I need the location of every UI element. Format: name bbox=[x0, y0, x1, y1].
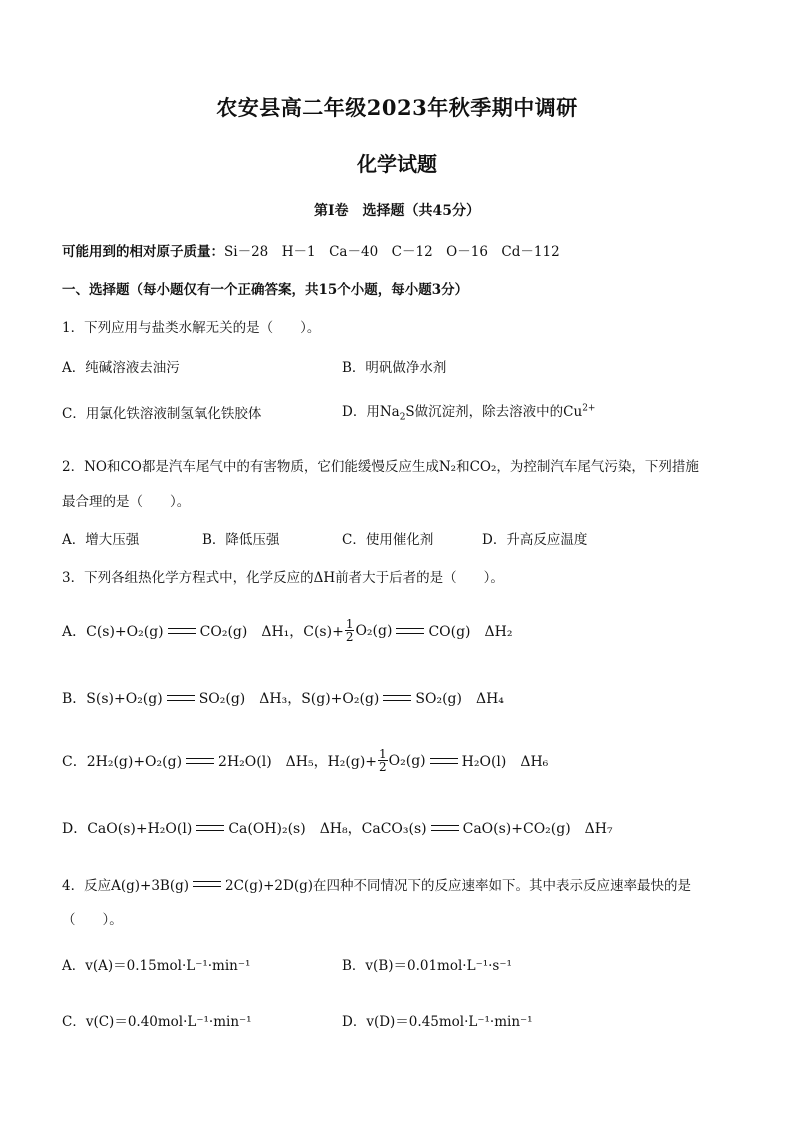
q2-option-d: D．升高反应温度 bbox=[482, 532, 588, 548]
q1-option-a: A．纯碱溶液去油污 bbox=[62, 360, 180, 376]
q1-d-sup: 2+ bbox=[582, 403, 596, 414]
equals-arrow bbox=[186, 758, 214, 764]
q4-stem-line2: （ ）。 bbox=[62, 912, 123, 928]
q1-d-sub: 2 bbox=[399, 412, 406, 423]
q1-option-b: B．明矾做净水剂 bbox=[342, 360, 447, 376]
equals-arrow bbox=[383, 695, 411, 701]
q4-stem-line1: 4．反应A(g)+3B(g) 2C(g)+2D(g)在四种不同情况下的反应速率如下。其中表示反应速率最快的是 bbox=[62, 878, 692, 894]
q2-option-a: A．增大压强 bbox=[62, 532, 140, 548]
atomic-masses-values: Si－28 H－1 Ca－40 C－12 O－16 Cd－112 bbox=[224, 244, 560, 260]
equals-arrow bbox=[193, 881, 221, 887]
q1-stem: 1．下列应用与盐类水解无关的是（ ）。 bbox=[62, 320, 321, 336]
exam-title: 农安县高二年级2023年秋季期中调研 bbox=[216, 95, 578, 120]
fraction: $\frac{1}{2}$ bbox=[345, 617, 354, 644]
q4-option-a: A．v(A)＝0.15mol·L⁻¹·min⁻¹ bbox=[62, 958, 251, 974]
q1-option-c: C．用氯化铁溶液制氢氧化铁胶体 bbox=[62, 406, 262, 422]
q2-option-b: B．降低压强 bbox=[202, 532, 280, 548]
equals-arrow bbox=[196, 825, 224, 831]
q2-option-c: C．使用催化剂 bbox=[342, 532, 434, 548]
q1-option-d bbox=[342, 400, 595, 423]
atomic-masses bbox=[62, 240, 560, 260]
equals-arrow bbox=[167, 695, 195, 701]
q1-d-mid: S做沉淀剂，除去溶液中的Cu bbox=[405, 404, 583, 420]
equals-arrow bbox=[396, 628, 424, 634]
equals-arrow bbox=[430, 758, 458, 764]
q2-stem-line2: 最合理的是（ ）。 bbox=[62, 494, 191, 510]
q4-option-d: D．v(D)＝0.45mol·L⁻¹·min⁻¹ bbox=[342, 1014, 533, 1030]
q1-d-pre: D．用Na bbox=[342, 404, 400, 420]
section-heading: 一、选择题（每小题仅有一个正确答案，共15个小题，每小题3分） bbox=[62, 282, 469, 298]
q3-option-d: D．CaO(s)+H₂O(l) Ca(OH)₂(s) ΔH₈，CaCO₃(s) CaO(s)+CO₂(g) ΔH₇ bbox=[62, 821, 613, 837]
q4-option-b: B．v(B)＝0.01mol·L⁻¹·s⁻¹ bbox=[342, 958, 512, 974]
q3-option-b: B．S(s)+O₂(g) SO₂(g) ΔH₃，S(g)+O₂(g) SO₂(g) ΔH₄ bbox=[62, 691, 504, 707]
q3-option-c: C．2H₂(g)+O₂(g) 2H₂O(l) ΔH₅，H₂(g)+ $\frac{1}{2}$ O₂(g) H₂O(l) ΔH₆ bbox=[62, 747, 549, 774]
fraction: $\frac{1}{2}$ bbox=[379, 747, 387, 774]
part-title: 第Ⅰ卷 选择题（共45分） bbox=[313, 203, 481, 219]
equals-arrow bbox=[168, 628, 196, 634]
equals-arrow bbox=[431, 825, 459, 831]
q3-stem: 3．下列各组热化学方程式中，化学反应的ΔH前者大于后者的是（ ）。 bbox=[62, 570, 504, 586]
q2-stem-line1: 2．NO和CO都是汽车尾气中的有害物质，它们能缓慢反应生成N₂和CO₂，为控制汽车尾气污染，下列措施 bbox=[62, 459, 699, 475]
subject-title: 化学试题 bbox=[357, 152, 437, 176]
q3-option-a: A．C(s)+O₂(g) CO₂(g) ΔH₁，C(s)+ $\frac{1}{2}$ O₂(g) CO(g) ΔH₂ bbox=[62, 617, 513, 644]
q4-option-c: C．v(C)＝0.40mol·L⁻¹·min⁻¹ bbox=[62, 1014, 252, 1030]
atomic-masses-label: 可能用到的相对原子质量： bbox=[62, 244, 224, 260]
